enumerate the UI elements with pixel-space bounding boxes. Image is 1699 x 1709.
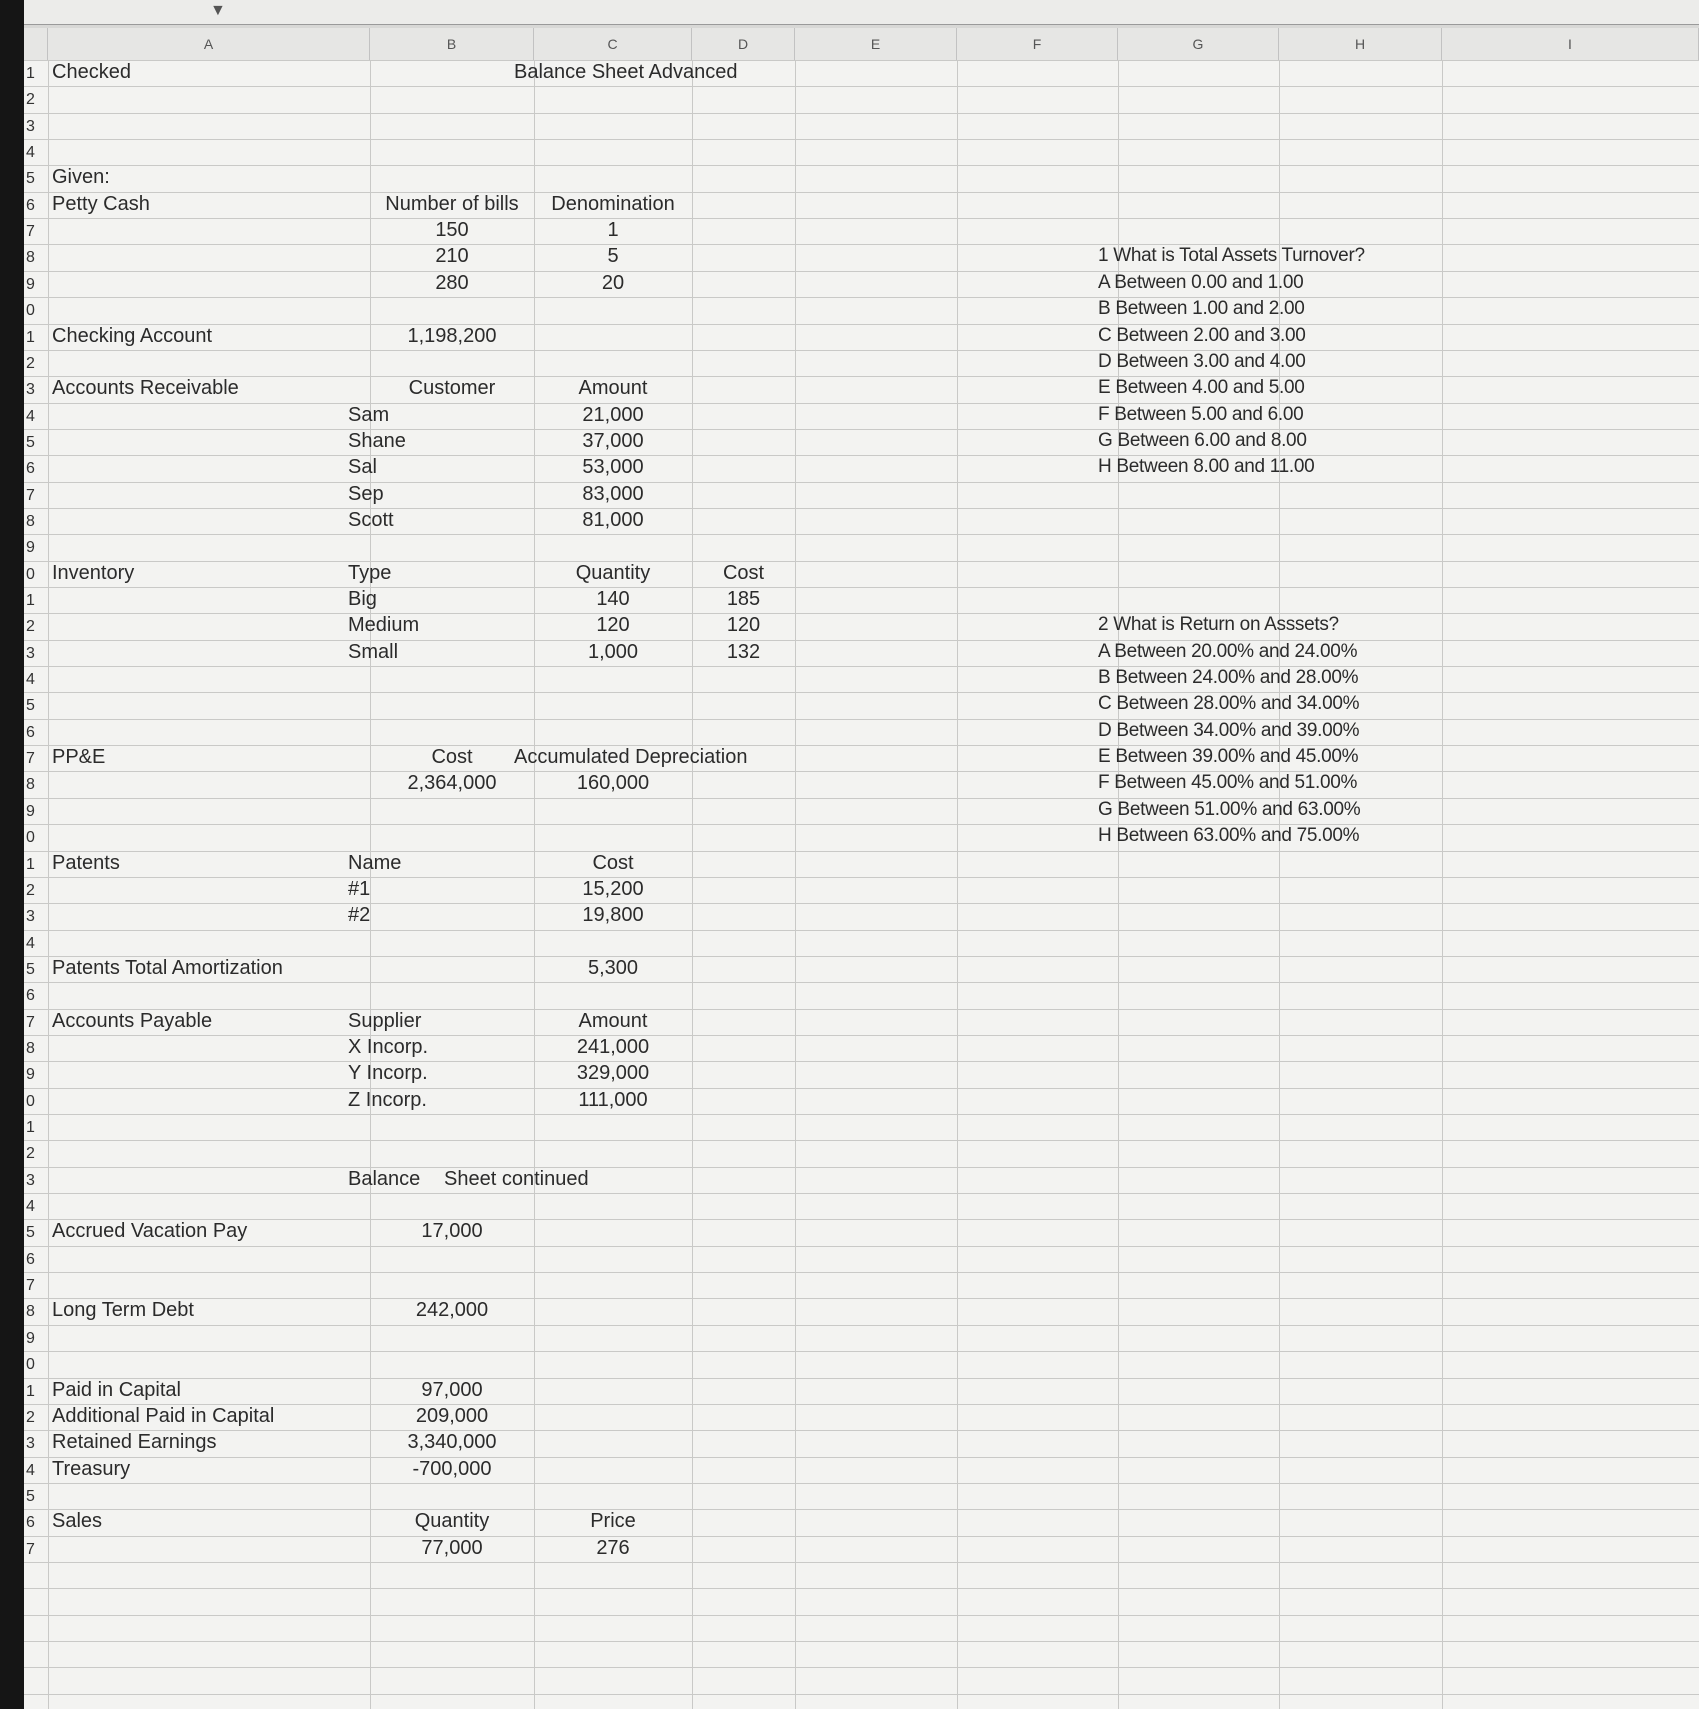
cell-sheet-title_main[interactable]: Balance Sheet Advanced [514,61,738,83]
spreadsheet [24,28,1699,1709]
question-text[interactable]: B Between 24.00% and 28.00% [1098,667,1359,689]
cell-sheet-ltd-label[interactable]: Long Term Debt [52,1299,194,1322]
gridline-row [24,1667,1699,1668]
gridline-row [24,1035,1699,1036]
column-header-i[interactable]: I [1442,28,1699,60]
row-header[interactable]: 9 [26,1329,35,1347]
cell-sheet-given[interactable]: Given: [52,166,110,189]
cell-sheet-petty_cash-label[interactable]: Petty Cash [52,192,150,215]
cell-sheet-patents_amort-value[interactable]: 5,300 [587,956,639,979]
row-header[interactable]: 5 [26,960,35,978]
gridline-row [24,1483,1699,1484]
row-header[interactable]: 3 [26,381,35,399]
row-header[interactable]: 1 [26,855,35,873]
gridline-row [24,455,1699,456]
cell-sheet-patents-rows-0-cost[interactable]: 15,200 [582,877,644,900]
cell-sheet-sales-qty[interactable]: 77,000 [421,1536,483,1559]
cell-sheet-receivable-col_c[interactable]: Amount [578,377,648,400]
gridline-row [24,60,1699,61]
cell-sheet-continued_a[interactable]: Balance [348,1167,421,1190]
cell-sheet-receivable-rows-4-amount[interactable]: 81,000 [582,508,644,531]
cell-sheet-petty_cash-rows-1-denom[interactable]: 5 [607,245,619,268]
cell-sheet-petty_cash-rows-1-bills[interactable]: 210 [435,245,469,268]
row-header[interactable]: 0 [26,829,35,847]
cell-sheet-receivable-rows-1-amount[interactable]: 37,000 [582,429,644,452]
cell-sheet-payable-rows-1-name[interactable]: Y Incorp. [348,1062,428,1085]
cell-sheet-receivable-rows-2-name[interactable]: Sal [348,456,377,479]
gridline-row [24,692,1699,693]
cell-sheet-petty_cash-col_c[interactable]: Denomination [551,192,675,215]
row-header[interactable]: 2 [26,1145,35,1163]
cell-sheet-sales-label[interactable]: Sales [52,1510,103,1533]
column-header-e[interactable]: E [795,28,957,60]
gridline-row [24,1114,1699,1115]
row-header[interactable]: 1 [26,328,35,346]
cell-sheet-patents-rows-1-name[interactable]: #2 [348,904,371,927]
gridline-row [24,350,1699,351]
gridline-row [24,877,1699,878]
cell-sheet-payable-rows-2-amount[interactable]: 111,000 [578,1088,648,1111]
row-header[interactable]: 4 [26,144,35,162]
gridline-row [24,1140,1699,1141]
gridline-row [24,798,1699,799]
formula-toolbar [0,0,1699,25]
row-header[interactable]: 5 [26,1224,35,1242]
row-header[interactable]: 8 [26,1303,35,1321]
gridline-row [24,139,1699,140]
cell-sheet-treasury-label[interactable]: Treasury [52,1457,131,1480]
cell-sheet-patents-col_b[interactable]: Name [348,851,402,874]
cell-sheet-inventory-rows-1-qty[interactable]: 120 [596,614,630,637]
question-text[interactable]: G Between 51.00% and 63.00% [1098,798,1361,820]
cell-sheet-inventory-rows-1-type[interactable]: Medium [348,614,420,637]
row-header[interactable]: 9 [26,802,35,820]
cell-sheet-inventory-rows-2-qty[interactable]: 1,000 [587,640,639,663]
cell-sheet-checking-label[interactable]: Checking Account [52,324,213,347]
row-header[interactable]: 5 [26,170,35,188]
question-text[interactable]: A Between 0.00 and 1.00 [1098,271,1304,293]
gridline-row [24,271,1699,272]
row-header[interactable]: 7 [26,1277,35,1295]
cell-sheet-receivable-label[interactable]: Accounts Receivable [52,377,239,400]
row-header[interactable]: 9 [26,539,35,557]
cell-sheet-payable-rows-2-name[interactable]: Z Incorp. [348,1088,427,1111]
row-header[interactable]: 1 [26,1119,35,1136]
cell-sheet-receivable-rows-0-amount[interactable]: 21,000 [582,403,644,426]
gridline-row [24,1536,1699,1537]
gridline-row [24,561,1699,562]
gridline-row [24,851,1699,852]
row-header[interactable]: 6 [26,1250,35,1268]
row-header[interactable]: 6 [26,987,35,1005]
question-text[interactable]: E Between 39.00% and 45.00% [1098,746,1359,768]
cell-grid[interactable] [24,60,1699,1709]
question-text[interactable]: F Between 5.00 and 6.00 [1098,403,1304,425]
gridline-row [24,771,1699,772]
row-header[interactable]: 1 [26,65,35,82]
cell-sheet-petty_cash-rows-0-denom[interactable]: 1 [607,219,619,242]
column-header-b[interactable]: B [370,28,534,60]
gridline-col [795,60,796,1709]
gridline-row [24,1641,1699,1642]
column-header-d[interactable]: D [692,28,795,60]
cell-sheet-ppe-label[interactable]: PP&E [52,746,106,769]
gridline-row [24,587,1699,588]
cell-sheet-treasury-value[interactable]: -700,000 [412,1457,492,1480]
question-text[interactable]: C Between 2.00 and 3.00 [1098,324,1306,346]
question-text[interactable]: C Between 28.00% and 34.00% [1098,693,1360,715]
cell-sheet-patents_amort-label[interactable]: Patents Total Amortization [52,956,283,979]
gridline-row [24,1351,1699,1352]
cell-sheet-retained-label[interactable]: Retained Earnings [52,1431,217,1454]
row-header[interactable]: 9 [26,275,35,293]
gridline-row [24,1219,1699,1220]
cell-sheet-petty_cash-rows-0-bills[interactable]: 150 [435,219,469,242]
row-header[interactable]: 3 [26,1435,35,1453]
cell-sheet-receivable-col_b[interactable]: Customer [408,377,496,400]
cell-sheet-ppe-col_b[interactable]: Cost [431,746,473,769]
question-text[interactable]: G Between 6.00 and 8.00 [1098,429,1307,451]
question-text[interactable]: H Between 63.00% and 75.00% [1098,825,1360,847]
cell-sheet-paid_in-value[interactable]: 97,000 [421,1378,483,1401]
column-header-bar [24,28,1699,61]
gridline-row [24,429,1699,430]
cell-sheet-patents-col_c[interactable]: Cost [592,851,634,874]
cell-sheet-petty_cash-rows-2-denom[interactable]: 20 [601,271,625,294]
row-header[interactable]: 5 [26,697,35,715]
gridline-row [24,824,1699,825]
cell-sheet-inventory-rows-1-cost[interactable]: 120 [726,614,761,637]
gridline-row [24,165,1699,166]
cell-sheet-receivable-rows-3-name[interactable]: Sep [348,482,384,505]
gridline-row [24,666,1699,667]
select-all-corner[interactable] [24,28,48,60]
gridline-col [48,60,49,1709]
row-header[interactable]: 4 [26,671,35,689]
row-header[interactable]: 5 [26,433,35,451]
question-text[interactable]: F Between 45.00% and 51.00% [1098,772,1358,794]
row-header[interactable]: 2 [26,881,35,899]
question-text[interactable]: B Between 1.00 and 2.00 [1098,298,1305,320]
cell-sheet-title_left[interactable]: Checked [52,61,131,83]
row-header[interactable]: 9 [26,1066,35,1084]
cell-sheet-inventory-rows-2-type[interactable]: Small [348,640,399,663]
cell-sheet-petty_cash-col_b[interactable]: Number of bills [385,192,519,215]
gridline-row [24,376,1699,377]
cell-sheet-receivable-rows-1-name[interactable]: Shane [348,429,406,452]
cell-sheet-patents-rows-0-name[interactable]: #1 [348,877,371,900]
cell-sheet-apic-value[interactable]: 209,000 [415,1404,489,1427]
cell-sheet-ppe-col_c[interactable]: Accumulated Depreciation [514,746,748,769]
gridline-row [24,1298,1699,1299]
gridline-col [957,60,958,1709]
gridline-row [24,903,1699,904]
gridline-row [24,1167,1699,1168]
gridline-row [24,1430,1699,1431]
row-header[interactable]: 6 [26,460,35,478]
row-header[interactable]: 8 [26,776,35,794]
row-header[interactable]: 7 [26,223,35,241]
cell-sheet-payable-rows-1-amount[interactable]: 329,000 [576,1062,650,1085]
row-header[interactable]: 7 [26,486,35,504]
cell-sheet-inventory-rows-0-qty[interactable]: 140 [596,588,630,610]
row-header[interactable]: 2 [26,1408,35,1426]
cell-sheet-vacation-value[interactable]: 17,000 [421,1220,483,1243]
cell-sheet-inventory-col_c[interactable]: Quantity [575,561,651,584]
cell-sheet-ltd-value[interactable]: 242,000 [415,1299,489,1322]
gridline-row [24,1009,1699,1010]
gridline-row [24,508,1699,509]
row-header[interactable]: 7 [26,750,35,768]
row-header[interactable]: 5 [26,1487,35,1505]
cell-sheet-vacation-label[interactable]: Accrued Vacation Pay [52,1220,248,1243]
cell-sheet-ppe-dep[interactable]: 160,000 [576,772,650,795]
cell-sheet-receivable-rows-3-amount[interactable]: 83,000 [582,482,644,505]
row-header[interactable]: 0 [26,1092,35,1110]
gridline-row [24,1088,1699,1089]
row-header[interactable]: 2 [26,354,35,372]
cell-sheet-paid_in-label[interactable]: Paid in Capital [52,1378,181,1401]
cell-sheet-retained-value[interactable]: 3,340,000 [407,1431,497,1454]
question-text[interactable]: D Between 3.00 and 4.00 [1098,350,1306,372]
gridline-row [24,1509,1699,1510]
row-header[interactable]: 8 [26,1039,35,1057]
cell-sheet-payable-col_c[interactable]: Amount [578,1009,648,1032]
gridline-col [1442,60,1443,1709]
gridline-row [24,1061,1699,1062]
window-edge [0,0,24,1709]
row-header[interactable]: 4 [26,1461,35,1479]
gridline-row [24,218,1699,219]
gridline-row [24,1378,1699,1379]
column-header-f[interactable]: F [957,28,1118,60]
row-header[interactable]: 6 [26,723,35,741]
cell-sheet-payable-rows-0-name[interactable]: X Incorp. [348,1035,429,1058]
gridline-row [24,1615,1699,1616]
gridline-row [24,1193,1699,1194]
row-header[interactable]: 6 [26,1514,35,1532]
gridline-row [24,1325,1699,1326]
question-text[interactable]: 1 What is Total Assets Turnover? [1098,245,1365,267]
cell-sheet-inventory-label[interactable]: Inventory [52,561,135,584]
row-header[interactable]: 0 [26,565,35,583]
row-header[interactable]: 3 [26,644,35,662]
cell-sheet-payable-rows-0-amount[interactable]: 241,000 [576,1035,650,1058]
question-text[interactable]: H Between 8.00 and 11.00 [1098,456,1315,478]
gridline-row [24,113,1699,114]
gridline-col [692,60,693,1709]
column-header-h[interactable]: H [1279,28,1442,60]
cell-sheet-petty_cash-rows-2-bills[interactable]: 280 [435,271,469,294]
cell-sheet-inventory-col_d[interactable]: Cost [722,561,765,584]
cell-sheet-continued_b[interactable]: Sheet continued [444,1167,589,1190]
cell-sheet-apic-label[interactable]: Additional Paid in Capital [52,1404,275,1427]
gridline-row [24,534,1699,535]
gridline-row [24,1457,1699,1458]
row-header[interactable]: 4 [26,1198,35,1216]
row-header[interactable]: 4 [26,934,35,952]
cell-sheet-receivable-rows-2-amount[interactable]: 53,000 [582,456,644,479]
gridline-row [24,86,1699,87]
cell-sheet-payable-label[interactable]: Accounts Payable [52,1009,213,1032]
cell-sheet-payable-col_b[interactable]: Supplier [348,1009,422,1032]
cell-sheet-checking-value[interactable]: 1,198,200 [407,324,497,347]
cell-sheet-patents-rows-1-cost[interactable]: 19,800 [582,904,644,927]
question-text[interactable]: A Between 20.00% and 24.00% [1098,640,1358,662]
gridline-row [24,1404,1699,1405]
row-header[interactable]: 7 [26,1013,35,1031]
row-header[interactable]: 8 [26,512,35,530]
gridline-row [24,1694,1699,1695]
gridline-row [24,1272,1699,1273]
row-header[interactable]: 1 [26,592,35,609]
row-header[interactable]: 3 [26,117,35,135]
row-header[interactable]: 2 [26,618,35,636]
gridline-row [24,1562,1699,1563]
gridline-row [24,482,1699,483]
gridline-row [24,244,1699,245]
question-text[interactable]: E Between 4.00 and 5.00 [1098,377,1305,399]
gridline-row [24,324,1699,325]
gridline-row [24,192,1699,193]
cell-sheet-ppe-cost[interactable]: 2,364,000 [407,772,497,795]
cell-sheet-inventory-col_b[interactable]: Type [348,561,392,584]
name-box-dropdown-icon[interactable]: ▼ [210,2,226,19]
gridline-row [24,745,1699,746]
cell-sheet-receivable-rows-4-name[interactable]: Scott [348,508,394,531]
cell-sheet-sales-col_b[interactable]: Quantity [414,1510,490,1533]
row-header[interactable]: 3 [26,908,35,926]
question-text[interactable]: D Between 34.00% and 39.00% [1098,719,1360,741]
row-header[interactable]: 8 [26,249,35,267]
row-header[interactable]: 3 [26,1171,35,1189]
cell-sheet-sales-price[interactable]: 276 [596,1536,630,1559]
gridline-row [24,640,1699,641]
cell-sheet-inventory-rows-2-cost[interactable]: 132 [726,640,761,663]
row-header[interactable]: 6 [26,196,35,214]
row-header[interactable]: 1 [26,1382,35,1400]
cell-sheet-inventory-rows-0-cost[interactable]: 185 [726,588,761,610]
cell-sheet-sales-col_c[interactable]: Price [590,1510,636,1533]
gridline-row [24,1246,1699,1247]
cell-sheet-inventory-rows-0-type[interactable]: Big [348,588,377,610]
gridline-row [24,1588,1699,1589]
row-header[interactable]: 4 [26,407,35,425]
row-header[interactable]: 0 [26,302,35,320]
cell-sheet-receivable-rows-0-name[interactable]: Sam [348,403,390,426]
gridline-row [24,719,1699,720]
gridline-row [24,403,1699,404]
gridline-row [24,930,1699,931]
gridline-row [24,297,1699,298]
question-text[interactable]: 2 What is Return on Asssets? [1098,614,1339,636]
cell-sheet-patents-label[interactable]: Patents [52,851,120,874]
column-header-g[interactable]: G [1118,28,1279,60]
gridline-row [24,613,1699,614]
row-header[interactable]: 2 [26,91,35,109]
column-header-c[interactable]: C [534,28,692,60]
row-header[interactable]: 0 [26,1356,35,1374]
column-header-a[interactable]: A [48,28,370,60]
row-header[interactable]: 7 [26,1540,35,1558]
